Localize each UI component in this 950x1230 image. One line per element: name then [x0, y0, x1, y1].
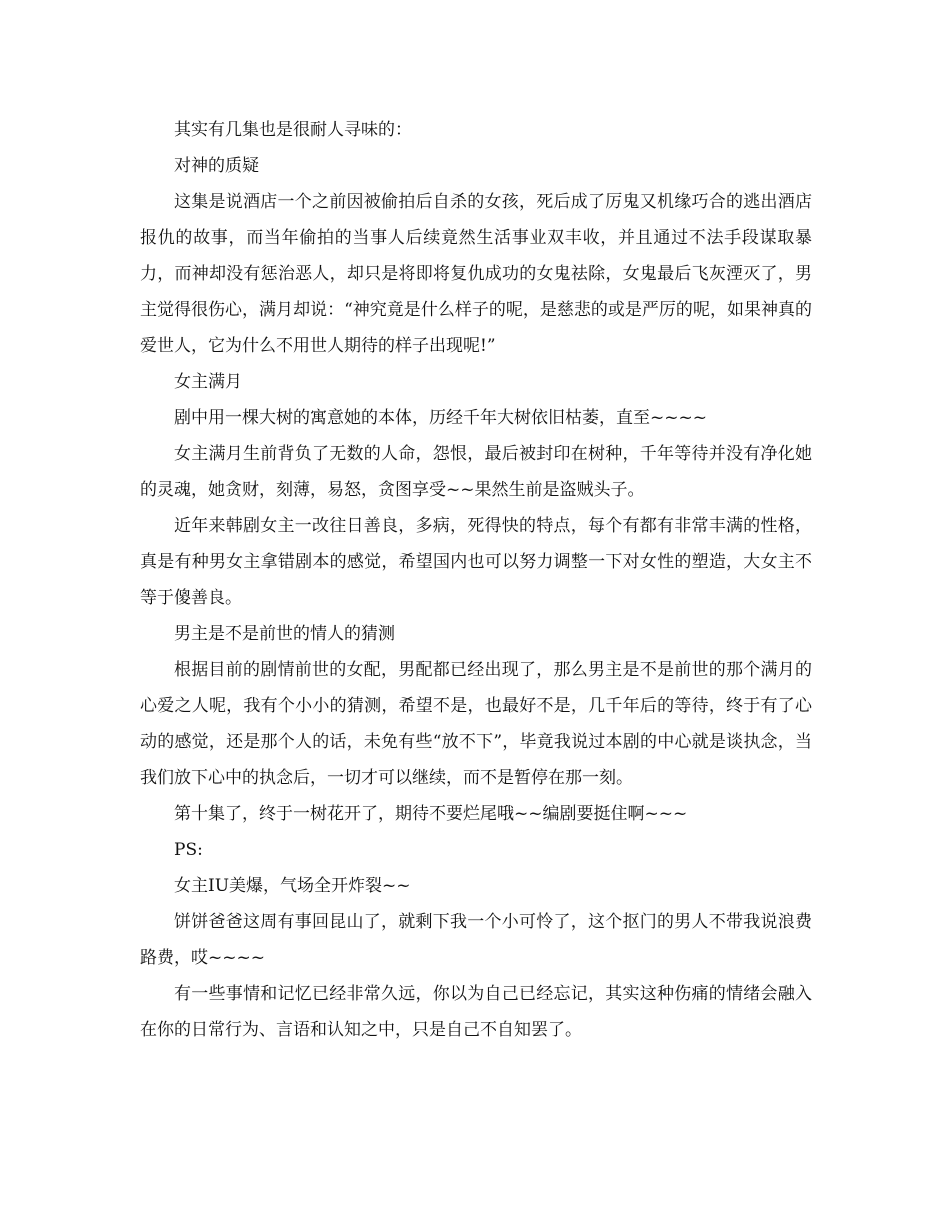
- paragraph: 近年来韩剧女主一改往日善良，多病，死得快的特点，每个有都有非常丰满的性格，真是有种男女主拿错剧本的感觉，希望国内也可以努力调整一下对女性的塑造，大女主不等于傻善良。: [140, 516, 812, 608]
- paragraph: 女主满月生前背负了无数的人命，怨恨，最后被封印在树种，千年等待并没有净化她的灵魂，她贪财，刻薄，易怒，贪图享受~~果然生前是盗贼头子。: [140, 444, 812, 500]
- section-heading-male-lead-guess: 男主是不是前世的情人的猜测: [174, 624, 395, 644]
- section-heading-female-lead: 女主满月: [174, 372, 242, 392]
- paragraph: 有一些事情和记忆已经非常久远，你以为自己已经忘记，其实这种伤痛的情绪会融入在你的日常行为、言语和认知之中，只是自己不自知罢了。: [140, 984, 812, 1040]
- paragraph-intro: 其实有几集也是很耐人寻味的：: [174, 120, 412, 140]
- ps-label: PS:: [174, 840, 203, 860]
- document-body: [140, 112, 812, 1048]
- paragraph: 剧中用一棵大树的寓意她的本体，历经千年大树依旧枯萎，直至~~~~: [174, 408, 707, 428]
- paragraph: 这集是说酒店一个之前因被偷拍后自杀的女孩，死后成了厉鬼又机缘巧合的逃出酒店报仇的故事，而当年偷拍的当事人后续竟然生活事业双丰收，并且通过不法手段谋取暴力，而神却没有惩治恶人，却只是将即将复仇成功的女鬼祛除，女鬼最后飞灰湮灭了，男主觉得很伤心，满月却说：“神究竟是什么样子的呢，是慈悲的或是严厉的呢，如果神真的爱世人，它为什么不用世人期待的样子出现呢!”: [140, 192, 812, 356]
- paragraph: 第十集了，终于一树花开了，期待不要烂尾哦~~编剧要挺住啊~~~: [174, 804, 688, 824]
- paragraph: 根据目前的剧情前世的女配，男配都已经出现了，那么男主是不是前世的那个满月的心爱之人呢，我有个小小的猜测，希望不是，也最好不是，几千年后的等待，终于有了心动的感觉，还是那个人的话，未免有些“放不下”，毕竟我说过本剧的中心就是谈执念，当我们放下心中的执念后，一切才可以继续，而不是暂停在那一刻。: [140, 660, 812, 788]
- paragraph: 饼饼爸爸这周有事回昆山了，就剩下我一个小可怜了，这个抠门的男人不带我说浪费路费，哎~~~~: [140, 912, 812, 968]
- section-heading-doubt-of-god: 对神的质疑: [174, 156, 259, 176]
- paragraph: 女主IU美爆，气场全开炸裂~~: [174, 876, 411, 896]
